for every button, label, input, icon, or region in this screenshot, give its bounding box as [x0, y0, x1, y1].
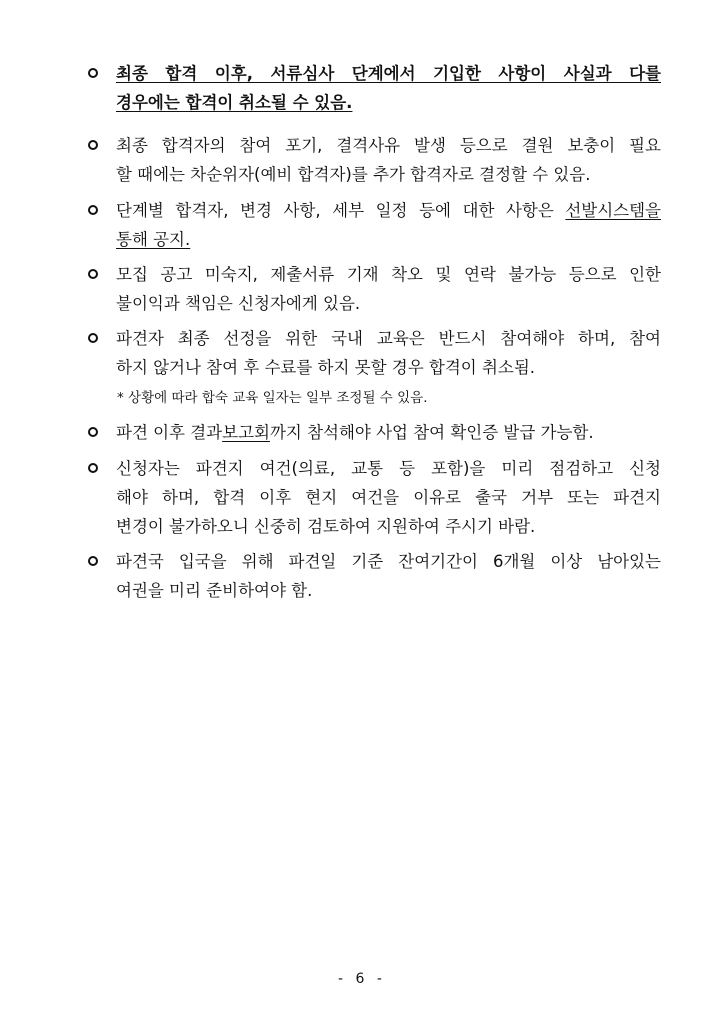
notice-item-7-line-1: 신청자는 파견지 여건(의료, 교통 등 포함)을 미리 점검하고 신청 [116, 459, 661, 478]
notice-item-5-line-1: 파견자 최종 선정을 위한 국내 교육은 반드시 참여해야 하며, 참여 [116, 329, 661, 348]
notice-item-2-line-2: 할 때에는 차순위자(예비 합격자)를 추가 합격자로 결정할 수 있음. [116, 165, 591, 184]
bullet-circle-icon [88, 427, 98, 437]
notice-item-6-text-post: 까지 참석해야 사업 참여 확인증 발급 가능함. [269, 423, 594, 442]
notice-item-6-text-pre: 파견 이후 결과 [116, 423, 223, 442]
notice-item-7-line-2: 해야 하며, 합격 이후 현지 여건을 이유로 출국 거부 또는 파견지 [116, 488, 661, 507]
notice-item-5-line-2: 하지 않거나 참여 후 수료를 하지 못할 경우 합격이 취소됨. [116, 358, 536, 377]
notice-item-1-line-1: 최종 합격 이후, 서류심사 단계에서 기입한 사항이 사실과 다를 [116, 64, 661, 83]
report-meeting-underlined: 보고회 [222, 423, 270, 442]
bullet-circle-icon [88, 68, 98, 78]
notice-item-4-line-1: 모집 공고 미숙지, 제출서류 기재 착오 및 연락 불가능 등으로 인한 [116, 265, 661, 284]
bullet-circle-icon [88, 269, 98, 279]
notice-item-7-line-3: 변경이 불가하오니 신중히 검토하여 지원하여 주시기 바람. [116, 517, 536, 536]
notice-item-8-line-2: 여권을 미리 준비하여야 함. [116, 581, 313, 600]
notice-item-1-line-2: 경우에는 합격이 취소될 수 있음. [116, 93, 353, 112]
bullet-circle-icon [88, 463, 98, 473]
page-number: - 6 - [338, 971, 386, 987]
notice-item-3-underlined-end: 통해 공지. [116, 230, 191, 249]
notice-item-4-line-2: 불이익과 책임은 신청자에게 있음. [116, 294, 361, 313]
selection-system-link-text: 선발시스템을 [565, 201, 661, 220]
bullet-circle-icon [88, 140, 98, 150]
training-schedule-note: * 상황에 따라 합숙 교육 일자는 일부 조정될 수 있음. [117, 390, 428, 406]
notice-item-3-text: 단계별 합격자, 변경 사항, 세부 일정 등에 대한 사항은 [116, 201, 566, 220]
notice-item-2-line-1: 최종 합격자의 참여 포기, 결격사유 발생 등으로 결원 보충이 필요 [116, 136, 661, 155]
bullet-circle-icon [88, 205, 98, 215]
bullet-circle-icon [88, 333, 98, 343]
notice-item-3-line-2 [116, 225, 661, 254]
notice-item-8-line-1: 파견국 입국을 위해 파견일 기준 잔여기간이 6개월 이상 남아있는 [116, 552, 661, 571]
notice-item-6-line-1 [116, 418, 661, 447]
bullet-circle-icon [88, 556, 98, 566]
notice-item-3-line-1 [116, 196, 661, 225]
